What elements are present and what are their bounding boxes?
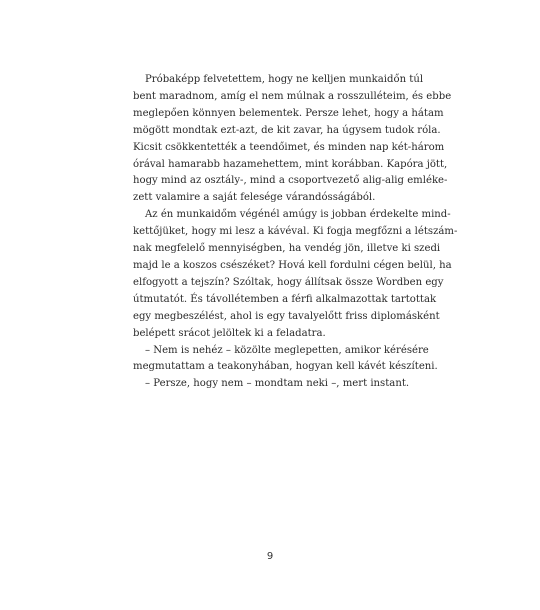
text-line: kettőjüket, hogy mi lesz a kávéval. Ki fogja megfőzni a létszám- — [133, 226, 458, 238]
page-number: 9 — [266, 551, 274, 562]
text-line: – Nem is nehéz – közölte meglepetten, amikor kérésére — [145, 344, 429, 356]
text-line: útmutatót. És távollétemben a férfi alkalmazottak tartottak — [133, 293, 437, 305]
text-line: Próbaképp felvetettem, hogy ne kelljen munkaidőn túl — [145, 74, 424, 85]
text-line: megmutattam a teakonyhában, hogyan kell kávét készíteni. — [133, 361, 438, 373]
text-line: majd le a koszos csészéket? Hová kell fordulni cégen belül, ha — [133, 259, 452, 271]
text-line: hogy mind az osztály-, mind a csoportvezető alig-alig emléke- — [133, 175, 448, 187]
paragraph — [133, 72, 452, 207]
text-line: – Persze, hogy nem – mondtam neki –, mert instant. — [145, 378, 410, 390]
text-line: nak megfelelő mennyiségben, ha vendég jön, illetve ki szedi — [133, 243, 441, 255]
text-line: belépett srácot jelöltek ki a feladatra. — [133, 327, 326, 339]
text-line: egy megbeszélést, ahol is egy tavalyelőtt friss diplomásként — [133, 310, 440, 322]
text-line: órával hamarabb hazamehettem, mint korábban. Kapóra jött, — [133, 158, 448, 170]
paragraph — [133, 207, 458, 342]
text-line: mögött mondtak ezt-azt, de kit zavar, ha úgysem tudok róla. — [133, 124, 441, 136]
body-text — [133, 72, 458, 393]
text-line: Az én munkaidőm végénél amúgy is jobban érdekelte mind- — [145, 209, 451, 221]
paragraph — [133, 376, 410, 393]
text-line: bent maradnom, amíg el nem múlnak a rosszulléteim, és ebbe — [133, 90, 452, 102]
text-line: Kicsit csökkentették a teendőimet, és minden nap két-három — [133, 141, 445, 153]
text-line: meglepően könnyen belementek. Persze lehet, hogy a hátam — [133, 107, 444, 119]
paragraph — [133, 343, 438, 377]
text-line: zett valamire a saját felesége várandósságából. — [133, 192, 376, 204]
text-line: elfogyott a tejszín? Szóltak, hogy állítsak össze Wordben egy — [133, 276, 444, 288]
